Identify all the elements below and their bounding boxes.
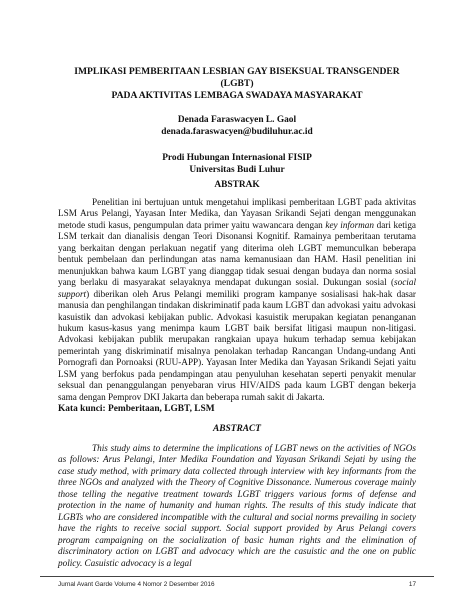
footer-divider — [40, 576, 434, 577]
abstrak-heading: ABSTRAK — [214, 180, 260, 190]
abstrak-text-1: Penelitian ini bertujuan untuk mengetahui implikasi pemberitaan LGBT pada aktivitas LSM Arus Pelangi, Yayasan Inter Medika, dan Yayasan Srikandi Sejati dengan menggunakan metode studi kasus, pengumpulan data primer yaitu wawancara dengan — [58, 197, 416, 230]
abstrak-text-3: ) diberikan oleh Arus Pelangi memiliki program kampanye sosialisasi hak-hak dasar manusia dan penghilangan tindakan diskriminatif pada kaum LGBT dan advokasi yaitu advokasi kasuistik dan advokasi kebijakan public. Advokasi kasuistik merupakan kegiatan penanganan hukum kasus-kasus yang menimpa kaum LGBT baik bersifat litigasi maupun non-litigasi. Advokasi kebijakan publik merupakan rangkaian upaya hukum terhadap semua kebijakan pemerintah yang diskriminatif misalnya penolakan terhadap Rancangan Undang-undang Anti Pornografi dan Pornoaksi (RUU-APP). Yayasan Inter Medika dan Yayasan Srikandi Sejati yaitu LSM yang berfokus pada pendampingan atau penyuluhan kesehatan seperti penyakit menular seksual dan penanggulangan penyebaran virus HIV/AIDS pada kaum LGBT dengan bekerja sama dengan Pemprov DKI Jakarta dan beberapa rumah sakit di Jakarta. — [58, 288, 416, 402]
title-line-2: PADA AKTIVITAS LEMBAGA SWADAYA MASYARAKAT — [111, 90, 363, 101]
author-block — [58, 114, 416, 138]
affiliation-dept: Prodi Hubungan Internasional FISIP — [162, 153, 312, 163]
abstrak-body — [58, 197, 416, 403]
affiliation-univ: Universitas Budi Luhur — [189, 165, 285, 175]
abstrak-em-2: social support — [58, 277, 416, 299]
abstract-paragraph: This study aims to determine the implications of LGBT news on the activities of NGOs as follows: Arus Pelangi, Inter Medika Foundation and Yayasan Srikandi Sejati by using the case study method, with primary data collected through interview with key informants from the three NGOs and analyzed with the Theory of Cognitive Dissonance. Numerous coverage mainly those telling the negative treatment towards LGBT triggers various forms of defense and protection in the name of humanity and human rights. The results of this study indicate that LGBTs who are considered incompatible with the cultural and social norms prevailing in society have the rights to receive social support. Social support provided by Arus Pelangi covers program campaigning on the socialization of basic human rights and the elimination of discriminatory action on LGBT and advocacy which are the casuistic and the one on public policy. Casuistic advocacy is a legal — [58, 443, 416, 568]
paper-title — [58, 66, 416, 102]
abstract-body — [58, 443, 416, 569]
page-footer — [58, 581, 416, 588]
abstrak-paragraph — [58, 197, 416, 403]
abstrak-em-1: key informan — [325, 219, 374, 230]
author-email: denada.faraswacyen@budiluhur.ac.id — [161, 127, 313, 137]
abstrak-text-2: dari ketiga LSM terkait dan dianalisis dengan Teori Disonansi Kognitif. Ramainya pemberitaan terutama yang berkaitan dengan perlakuan negatif yang diterima oleh LGBT memunculkan beberapa bentuk pembelaan dan perlindungan atas nama kemanusiaan dan HAM. Hasil penelitian ini menunjukkan bahwa kaum LGBT yang dianggap tidak sesuai dengan budaya dan norma sosial yang berlaku di masyarakat selayaknya mendapat dukungan sosial. Dukungan sosial ( — [58, 219, 416, 288]
page-number: 17 — [408, 581, 416, 588]
footer-journal: Jurnal Avant Garde Volume 4 Nomor 2 Desember 2016 — [58, 581, 215, 588]
keywords: Kata kunci: Pemberitaan, LGBT, LSM — [58, 404, 215, 414]
author-name: Denada Faraswacyen L. Gaol — [177, 115, 297, 125]
affiliation-block — [58, 152, 416, 176]
abstract-heading: ABSTRACT — [213, 424, 261, 434]
title-line-1: IMPLIKASI PEMBERITAAN LESBIAN GAY BISEKSUAL TRANSGENDER (LGBT) — [74, 66, 400, 89]
